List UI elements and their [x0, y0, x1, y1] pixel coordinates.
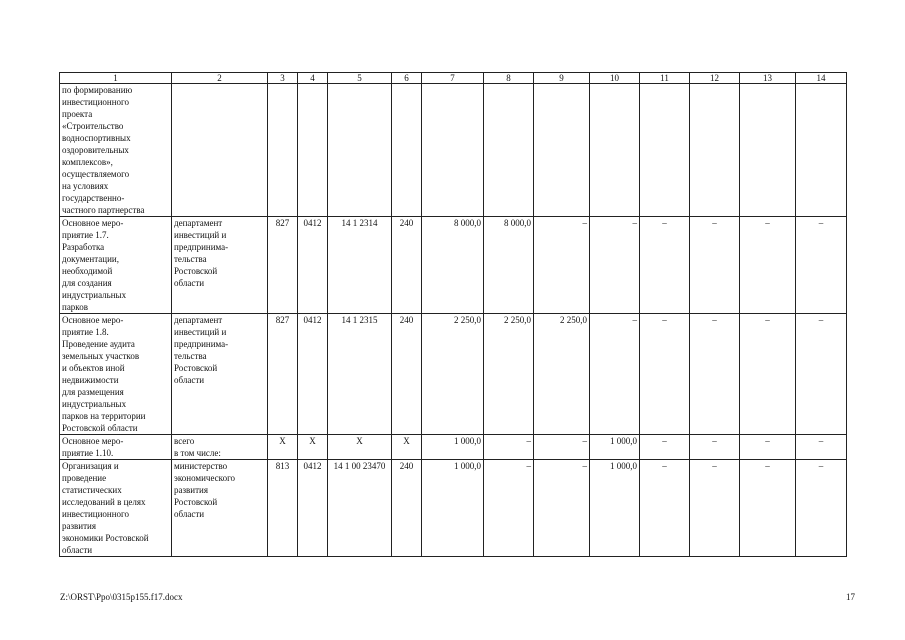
- column-number: 11: [640, 73, 690, 84]
- value-cell-col-9: [534, 84, 590, 217]
- value-cell-col-8: 8 000,0: [484, 217, 534, 314]
- cell-line: исследований в целях: [62, 497, 146, 507]
- cell-line: индустриальных: [62, 399, 127, 409]
- cell-line: Организация и: [62, 461, 119, 471]
- value-cell-col-9: –: [534, 217, 590, 314]
- file-path: Z:\ORST\Ppo\0315p155.f17.docx: [60, 592, 183, 602]
- cell-line: министерство: [174, 461, 228, 471]
- cell-line: инвестиций и: [174, 327, 227, 337]
- cell-line: всего: [174, 436, 195, 446]
- cell-line: индустриальных: [62, 290, 127, 300]
- cell-line: предпринима-: [174, 242, 229, 252]
- table-row: [60, 84, 847, 217]
- value-cell-col-4: Х: [298, 435, 328, 460]
- column-number: 10: [590, 73, 640, 84]
- cell-line: на условиях: [62, 181, 109, 191]
- value-cell-col-11: –: [640, 217, 690, 314]
- value-cell-col-13: –: [740, 217, 796, 314]
- value-cell-col-11: –: [640, 435, 690, 460]
- cell-line: Основное меро-: [62, 436, 124, 446]
- cell-line: для создания: [62, 278, 112, 288]
- value-cell-col-3: 827: [268, 217, 298, 314]
- cell-line: парков на территории: [62, 411, 146, 421]
- value-cell-col-6: Х: [392, 435, 422, 460]
- value-cell-col-4: [298, 84, 328, 217]
- cell-line: Ростовской: [174, 266, 218, 276]
- page-number: 17: [846, 592, 855, 602]
- cell-line: приятие 1.10.: [62, 448, 114, 458]
- column-number: 4: [298, 73, 328, 84]
- value-cell-col-9: 2 250,0: [534, 314, 590, 435]
- column-number: 8: [484, 73, 534, 84]
- budget-table: [59, 72, 847, 557]
- value-cell-col-8: –: [484, 435, 534, 460]
- cell-line: «Строительство: [62, 121, 124, 131]
- column-number: 9: [534, 73, 590, 84]
- value-cell-col-7: 1 000,0: [422, 460, 484, 557]
- cell-line: частного партнерства: [62, 205, 145, 215]
- value-cell-col-12: –: [690, 460, 740, 557]
- cell-line: развития: [62, 521, 97, 531]
- value-cell-col-14: –: [796, 217, 847, 314]
- cell-line: экономического: [174, 473, 236, 483]
- column-number: 14: [796, 73, 847, 84]
- header-row: [60, 73, 847, 84]
- value-cell-col-5: Х: [328, 435, 392, 460]
- column-number: 7: [422, 73, 484, 84]
- cell-line: недвижимости: [62, 375, 119, 385]
- column-number: 3: [268, 73, 298, 84]
- value-cell-col-10: 1 000,0: [590, 435, 640, 460]
- value-cell-col-6: 240: [392, 217, 422, 314]
- cell-line: по формированию: [62, 85, 133, 95]
- cell-line: государственно-: [62, 193, 125, 203]
- cell-line: области: [174, 278, 205, 288]
- value-cell-col-5: 14 1 00 23470: [328, 460, 392, 557]
- cell-line: предпринима-: [174, 339, 229, 349]
- cell-line: оздоровительных: [62, 145, 129, 155]
- cell-line: документации,: [62, 254, 119, 264]
- cell-line: области: [174, 509, 205, 519]
- column-number: 5: [328, 73, 392, 84]
- value-cell-col-7: 1 000,0: [422, 435, 484, 460]
- value-cell-col-12: –: [690, 314, 740, 435]
- value-cell-col-13: –: [740, 314, 796, 435]
- value-cell-col-5: 14 1 2314: [328, 217, 392, 314]
- value-cell-col-5: [328, 84, 392, 217]
- value-cell-col-3: 813: [268, 460, 298, 557]
- value-cell-col-4: 0412: [298, 217, 328, 314]
- value-cell-col-4: 0412: [298, 460, 328, 557]
- activity-cell: [60, 460, 172, 557]
- value-cell-col-5: 14 1 2315: [328, 314, 392, 435]
- cell-line: департамент: [174, 315, 223, 325]
- cell-line: области: [62, 545, 93, 555]
- value-cell-col-14: [796, 84, 847, 217]
- activity-cell: [60, 217, 172, 314]
- cell-line: Разработка: [62, 242, 105, 252]
- cell-line: экономики Ростовской: [62, 533, 149, 543]
- table-row: [60, 435, 847, 460]
- value-cell-col-9: –: [534, 460, 590, 557]
- column-number: 1: [60, 73, 172, 84]
- value-cell-col-14: –: [796, 435, 847, 460]
- column-number: 13: [740, 73, 796, 84]
- cell-line: парков: [62, 302, 88, 312]
- cell-line: Ростовской: [174, 363, 218, 373]
- cell-line: водноспортивных: [62, 133, 131, 143]
- cell-line: Ростовской области: [62, 423, 138, 433]
- column-number: 12: [690, 73, 740, 84]
- value-cell-col-7: 8 000,0: [422, 217, 484, 314]
- value-cell-col-4: 0412: [298, 314, 328, 435]
- cell-line: области: [174, 375, 205, 385]
- cell-line: Основное меро-: [62, 218, 124, 228]
- value-cell-col-10: –: [590, 217, 640, 314]
- executor-cell: [172, 460, 268, 557]
- cell-line: осуществляемого: [62, 169, 130, 179]
- cell-line: комплексов»,: [62, 157, 113, 167]
- value-cell-col-14: –: [796, 314, 847, 435]
- value-cell-col-12: [690, 84, 740, 217]
- value-cell-col-3: 827: [268, 314, 298, 435]
- cell-line: Ростовской: [174, 497, 218, 507]
- value-cell-col-10: –: [590, 314, 640, 435]
- executor-cell: [172, 84, 268, 217]
- value-cell-col-8: 2 250,0: [484, 314, 534, 435]
- value-cell-col-13: –: [740, 435, 796, 460]
- cell-line: проекта: [62, 109, 93, 119]
- value-cell-col-7: 2 250,0: [422, 314, 484, 435]
- table-row: [60, 460, 847, 557]
- table-row: [60, 314, 847, 435]
- value-cell-col-8: –: [484, 460, 534, 557]
- value-cell-col-6: 240: [392, 314, 422, 435]
- cell-line: в том числе:: [174, 448, 221, 458]
- value-cell-col-14: –: [796, 460, 847, 557]
- value-cell-col-9: –: [534, 435, 590, 460]
- value-cell-col-11: [640, 84, 690, 217]
- value-cell-col-6: 240: [392, 460, 422, 557]
- cell-line: тельства: [174, 351, 207, 361]
- activity-cell: [60, 84, 172, 217]
- value-cell-col-3: Х: [268, 435, 298, 460]
- value-cell-col-10: 1 000,0: [590, 460, 640, 557]
- cell-line: инвестиционного: [62, 509, 130, 519]
- cell-line: проведение: [62, 473, 107, 483]
- column-number: 6: [392, 73, 422, 84]
- cell-line: тельства: [174, 254, 207, 264]
- column-number: 2: [172, 73, 268, 84]
- value-cell-col-6: [392, 84, 422, 217]
- cell-line: для размещения: [62, 387, 124, 397]
- executor-cell: [172, 217, 268, 314]
- value-cell-col-7: [422, 84, 484, 217]
- executor-cell: [172, 314, 268, 435]
- value-cell-col-11: –: [640, 460, 690, 557]
- executor-cell: [172, 435, 268, 460]
- cell-line: необходимой: [62, 266, 113, 276]
- cell-line: департамент: [174, 218, 223, 228]
- table-row: [60, 217, 847, 314]
- cell-line: развития: [174, 485, 209, 495]
- cell-line: приятие 1.8.: [62, 327, 109, 337]
- cell-line: инвестиционного: [62, 97, 130, 107]
- cell-line: Проведение аудита: [62, 339, 135, 349]
- cell-line: земельных участков: [62, 351, 140, 361]
- cell-line: и объектов иной: [62, 363, 125, 373]
- value-cell-col-8: [484, 84, 534, 217]
- value-cell-col-10: [590, 84, 640, 217]
- cell-line: Основное меро-: [62, 315, 124, 325]
- value-cell-col-12: –: [690, 435, 740, 460]
- cell-line: приятие 1.7.: [62, 230, 109, 240]
- cell-line: статистических: [62, 485, 122, 495]
- value-cell-col-11: –: [640, 314, 690, 435]
- activity-cell: [60, 314, 172, 435]
- value-cell-col-13: [740, 84, 796, 217]
- cell-line: инвестиций и: [174, 230, 227, 240]
- value-cell-col-13: –: [740, 460, 796, 557]
- value-cell-col-3: [268, 84, 298, 217]
- activity-cell: [60, 435, 172, 460]
- value-cell-col-12: –: [690, 217, 740, 314]
